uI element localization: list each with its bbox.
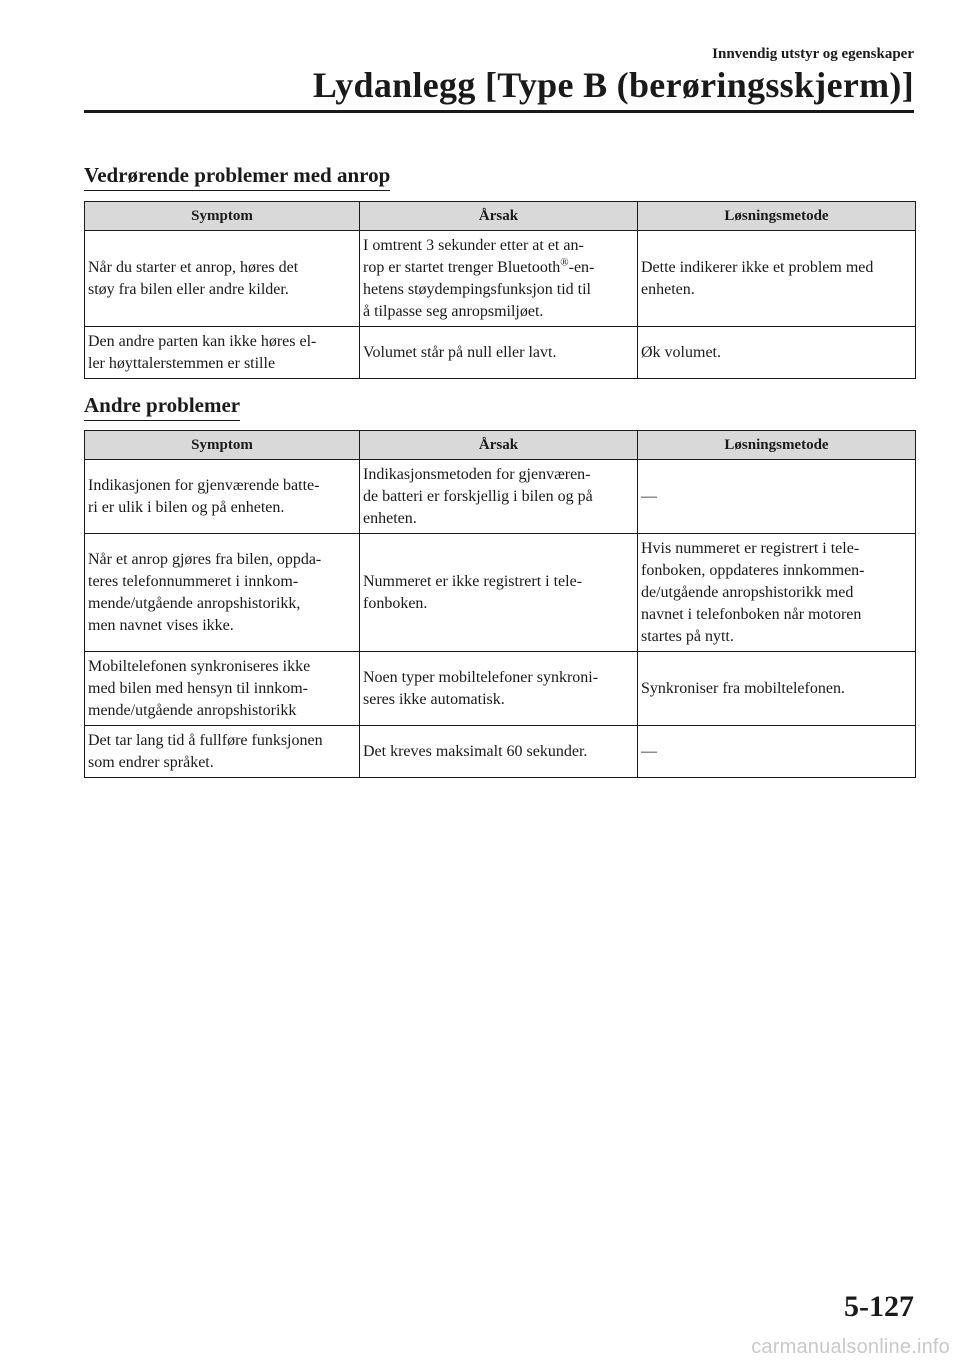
- cell-text-line: Volumet står på null eller lavt.: [363, 343, 557, 361]
- cell-text-line: Hvis nummeret er registrert i tele-: [641, 539, 860, 557]
- cell-text-line: Det kreves maksimalt 60 sekunder.: [363, 742, 588, 760]
- cell-text-line: støy fra bilen eller andre kilder.: [88, 280, 289, 298]
- symptom-cell: [85, 652, 360, 726]
- table-header-row: [85, 431, 916, 460]
- cell-text-line: Når et anrop gjøres fra bilen, oppda-: [88, 550, 322, 568]
- cell-text-line: de/utgående anropshistorikk med: [641, 583, 854, 601]
- symptom-cell: [85, 231, 360, 327]
- table-row: [85, 460, 916, 534]
- cause-cell: [360, 460, 638, 534]
- column-header-symptom: Symptom: [85, 431, 360, 460]
- cell-text-line: fonboken, oppdateres innkommen-: [641, 561, 865, 579]
- cell-text-line: men navnet vises ikke.: [88, 616, 234, 634]
- chapter-title: Lydanlegg [Type B (berøringsskjerm)]: [312, 65, 914, 105]
- table-row: [85, 534, 916, 652]
- cause-cell: [360, 652, 638, 726]
- solution-cell: [638, 652, 916, 726]
- cell-text-line: mende/utgående anropshistorikk,: [88, 594, 301, 612]
- cell-text-line: Mobiltelefonen synkroniseres ikke: [88, 657, 311, 675]
- cell-text-line: Indikasjonsmetoden for gjenværen-: [363, 465, 591, 483]
- column-header-cause: Årsak: [360, 431, 638, 460]
- cell-text-line: Indikasjonen for gjenværende batte-: [88, 476, 320, 494]
- cell-text-line: —: [641, 487, 657, 505]
- column-header-solution: Løsningsmetode: [638, 431, 916, 460]
- cell-text-line: Øk volumet.: [641, 343, 721, 361]
- cell-text-line: seres ikke automatisk.: [363, 690, 505, 708]
- cell-text-line: mende/utgående anropshistorikk: [88, 701, 297, 719]
- cell-text-fragment: -en-: [568, 258, 595, 276]
- cell-text-line: Noen typer mobiltelefoner synkroni-: [363, 668, 599, 686]
- table-header-row: [85, 202, 916, 231]
- cell-text-line: som endrer språket.: [88, 753, 214, 771]
- cell-text-line: ri er ulik i bilen og på enheten.: [88, 498, 285, 516]
- cause-cell: [360, 534, 638, 652]
- column-header-symptom: Symptom: [85, 202, 360, 231]
- cell-text-line: Synkroniser fra mobiltelefonen.: [641, 679, 845, 697]
- cell-text-line: hetens støydempingsfunksjon tid til: [363, 280, 591, 298]
- call-problems-table: [84, 201, 916, 379]
- cell-text-line: teres telefonnummeret i innkom-: [88, 572, 299, 590]
- cell-text-line: enheten.: [641, 280, 695, 298]
- solution-cell: [638, 534, 916, 652]
- table-row: [85, 652, 916, 726]
- header-divider: [84, 110, 914, 113]
- solution-cell: [638, 460, 916, 534]
- cell-text-line: Når du starter et anrop, høres det: [88, 258, 299, 276]
- table-row: [85, 327, 916, 379]
- cell-text-line: med bilen med hensyn til innkom-: [88, 679, 308, 697]
- cell-text-line: Den andre parten kan ikke høres el-: [88, 332, 317, 350]
- cell-text-fragment: rop er startet trenger Bluetooth: [363, 258, 561, 276]
- cell-text-line: de batteri er forskjellig i bilen og på: [363, 487, 593, 505]
- registered-mark: ®: [560, 256, 569, 269]
- cause-cell: [360, 726, 638, 778]
- symptom-cell: [85, 460, 360, 534]
- solution-cell: [638, 231, 916, 327]
- cell-text-line: startes på nytt.: [641, 627, 734, 645]
- other-problems-table: [84, 430, 916, 778]
- cause-cell: [360, 231, 638, 327]
- table-row: [85, 231, 916, 327]
- cell-text-line: Dette indikerer ikke et problem med: [641, 258, 874, 276]
- symptom-cell: [85, 726, 360, 778]
- solution-cell: [638, 327, 916, 379]
- cell-text-line: I omtrent 3 sekunder etter at et an-: [363, 236, 584, 254]
- symptom-cell: [85, 327, 360, 379]
- page-number: 5-127: [844, 1290, 914, 1323]
- cell-text-line: å tilpasse seg anropsmiljøet.: [363, 302, 544, 320]
- chapter-subtitle: Innvendig utstyr og egenskaper: [712, 46, 914, 62]
- cell-text-line: navnet i telefonboken når motoren: [641, 605, 862, 623]
- table-row: [85, 726, 916, 778]
- cell-text-line: ler høyttalerstemmen er stille: [88, 354, 276, 372]
- solution-cell: [638, 726, 916, 778]
- cell-text-line: [363, 257, 634, 279]
- cell-text-line: Det tar lang tid å fullføre funksjonen: [88, 731, 323, 749]
- section-heading-call-problems: Vedrørende problemer med anrop: [84, 163, 390, 191]
- cell-text-line: fonboken.: [363, 594, 428, 612]
- column-header-solution: Løsningsmetode: [638, 202, 916, 231]
- cell-text-line: Nummeret er ikke registrert i tele-: [363, 572, 583, 590]
- cell-text-line: enheten.: [363, 509, 417, 527]
- column-header-cause: Årsak: [360, 202, 638, 231]
- cause-cell: [360, 327, 638, 379]
- section-heading-other-problems: Andre problemer: [84, 393, 240, 421]
- cell-text-line: —: [641, 742, 657, 760]
- symptom-cell: [85, 534, 360, 652]
- watermark-text: carmanualsonline.info: [751, 1336, 950, 1358]
